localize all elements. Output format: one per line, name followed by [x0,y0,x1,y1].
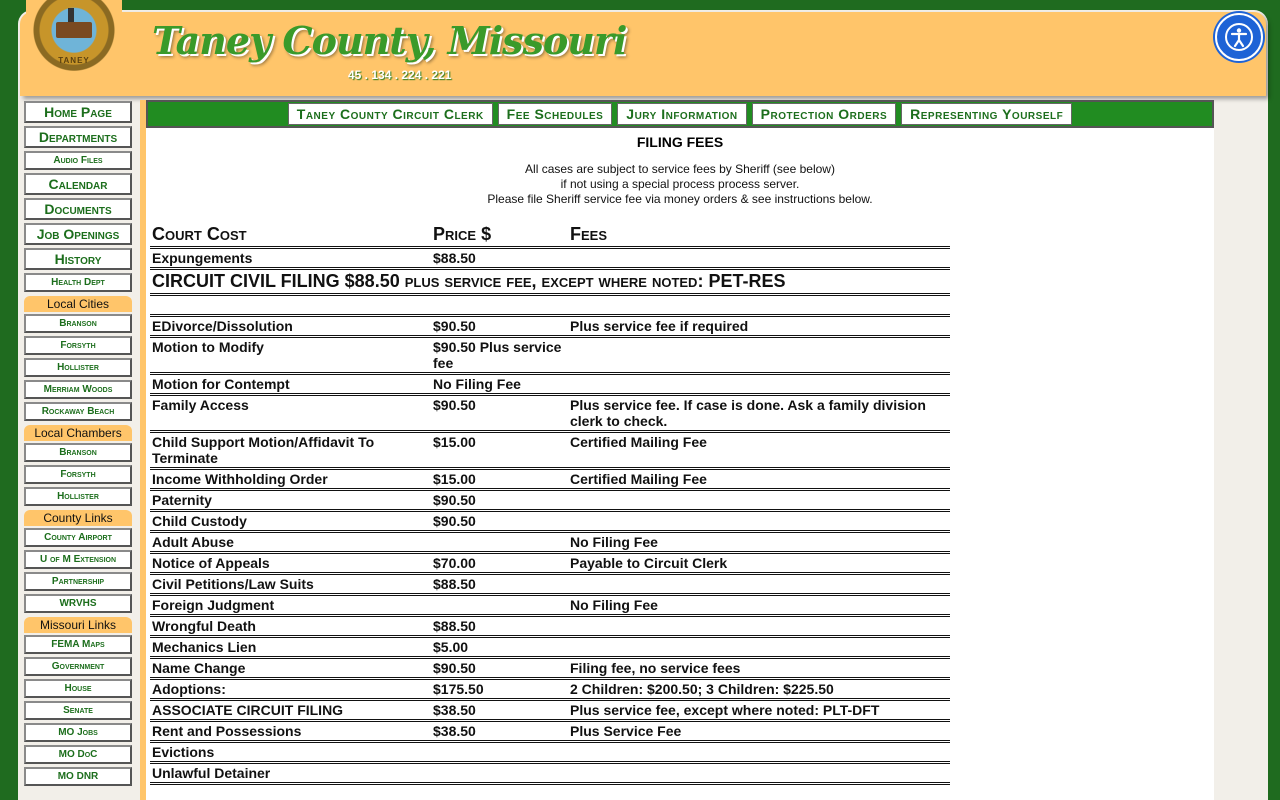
table-row [150,595,950,616]
sidebar-fema-maps[interactable]: FEMA Maps [24,635,132,654]
price-cell: $175.50 [431,679,568,700]
accessibility-button[interactable] [1215,13,1263,61]
court-cost-cell: Income Withholding Order [150,469,431,490]
fees-cell: Certified Mailing Fee [568,432,950,469]
price-cell: $38.50 [431,700,568,721]
fees-cell: Plus service fee. If case is done. Ask a family division clerk to check. [568,395,950,432]
sidebar-city-hollister[interactable]: Hollister [24,358,132,377]
fees-cell: Plus Service Fee [568,721,950,742]
main-content [146,100,1214,800]
sidebar-mo-jobs[interactable]: MO Jobs [24,723,132,742]
price-cell: $90.50 [431,658,568,679]
price-cell: $15.00 [431,469,568,490]
price-cell: $90.50 [431,490,568,511]
header-fees: Fees [568,222,950,248]
table-row [150,374,950,395]
court-cost-cell: Child Custody [150,511,431,532]
price-cell: $38.50 [431,721,568,742]
court-cost-cell: EDivorce/Dissolution [150,316,431,337]
sidebar-chamber-forsyth[interactable]: Forsyth [24,465,132,484]
page-title: FILING FEES [636,134,724,150]
table-row [150,679,950,700]
price-cell [431,595,568,616]
note-line: Please file Sheriff service fee via money orders & see instructions below. [487,192,873,206]
sidebar-county-airport[interactable]: County Airport [24,528,132,547]
sidebar-city-rockaway-beach[interactable]: Rockaway Beach [24,402,132,421]
price-cell: $70.00 [431,553,568,574]
seal-steamboat [56,22,92,38]
sidebar-u-of-m-extension[interactable]: U of M Extension [24,550,132,569]
service-fee-note [146,162,1214,207]
sidebar-house[interactable]: House [24,679,132,698]
fees-cell: No Filing Fee [568,595,950,616]
fees-cell: 2 Children: $200.50; 3 Children: $225.50 [568,679,950,700]
table-row [150,637,950,658]
table-row [150,316,950,337]
sidebar-wrvhs[interactable]: WRVHS [24,594,132,613]
missouri-links-heading: Missouri Links [24,617,132,633]
sidebar-senate[interactable]: Senate [24,701,132,720]
price-cell: $5.00 [431,637,568,658]
price-cell [431,763,568,784]
court-cost-cell: Civil Petitions/Law Suits [150,574,431,595]
sidebar-departments[interactable]: Departments [24,126,132,148]
table-row [150,616,950,637]
fees-cell [568,374,950,395]
header-court-cost: Court Cost [150,222,431,248]
county-seal-logo[interactable] [26,0,122,72]
table-row [150,574,950,595]
local-cities-heading: Local Cities [24,296,132,312]
table-row [150,553,950,574]
sidebar [24,101,134,789]
local-chambers-heading: Local Chambers [24,425,132,441]
court-cost-cell: Wrongful Death [150,616,431,637]
court-cost-cell: Expungements [150,248,431,269]
fees-cell [568,248,950,269]
sidebar-mo-dnr[interactable]: MO DNR [24,767,132,786]
table-row [150,469,950,490]
fees-cell [568,511,950,532]
fees-cell: Certified Mailing Fee [568,469,950,490]
price-cell: $90.50 Plus service fee [431,337,568,374]
sidebar-government[interactable]: Government [24,657,132,676]
court-cost-cell: Child Support Motion/Affidavit To Terminate [150,432,431,469]
county-links-heading: County Links [24,510,132,526]
note-line: All cases are subject to service fees by Sheriff (see below) [525,162,835,176]
section-lead: CIRCUIT CIVIL FILING $88.50 [152,271,400,291]
fees-cell [568,742,950,763]
section-header-cell [150,269,950,295]
table-row [150,742,950,763]
fees-cell [568,637,950,658]
sidebar-chamber-hollister[interactable]: Hollister [24,487,132,506]
price-cell: $15.00 [431,432,568,469]
price-cell: $88.50 [431,248,568,269]
table-row [150,511,950,532]
price-cell: $90.50 [431,511,568,532]
court-cost-cell: Motion to Modify [150,337,431,374]
tab-fee-schedules[interactable]: Fee Schedules [498,103,613,125]
note-line: if not using a special process process server. [560,177,800,191]
filing-fees-table [150,222,950,785]
price-cell [431,742,568,763]
sidebar-city-merriam-woods[interactable]: Merriam Woods [24,380,132,399]
tab-jury-information[interactable]: Jury Information [617,103,746,125]
sidebar-calendar[interactable]: Calendar [24,173,132,195]
sidebar-home-page[interactable]: Home Page [24,101,132,123]
header-price: Price $ [431,222,568,248]
court-cost-cell: Paternity [150,490,431,511]
court-cost-cell: Rent and Possessions [150,721,431,742]
court-cost-cell: Mechanics Lien [150,637,431,658]
top-navigation [146,100,1214,128]
fees-cell: No Filing Fee [568,532,950,553]
tab-representing-yourself[interactable]: Representing Yourself [901,103,1072,125]
sidebar-health-dept[interactable]: Health Dept [24,273,132,292]
table-header-row [150,222,950,248]
seal-text: TANEY [58,56,90,65]
court-cost-cell: Evictions [150,742,431,763]
fees-cell [568,574,950,595]
sidebar-city-branson[interactable]: Branson [24,314,132,333]
accessibility-icon [1224,22,1254,52]
price-cell: $88.50 [431,616,568,637]
court-cost-cell: Unlawful Detainer [150,763,431,784]
court-cost-cell: Name Change [150,658,431,679]
table-row [150,395,950,432]
court-cost-cell: Adult Abuse [150,532,431,553]
fees-cell [568,616,950,637]
price-cell: $88.50 [431,574,568,595]
court-cost-cell: Family Access [150,395,431,432]
table-row [150,248,950,269]
spacer-row [150,295,950,316]
section-middle: plus service fee, except where noted: [404,271,704,291]
fees-cell [568,763,950,784]
fees-cell: Plus service fee, except where noted: PLT-DFT [568,700,950,721]
price-cell [431,532,568,553]
table-row [150,721,950,742]
court-cost-cell: ASSOCIATE CIRCUIT FILING [150,700,431,721]
site-title: Taney County, Missouri [152,18,627,63]
sidebar-mo-doc[interactable]: MO DoC [24,745,132,764]
section-tail: PET-RES [708,271,786,291]
sidebar-chamber-branson[interactable]: Branson [24,443,132,462]
fees-cell [568,490,950,511]
tab-circuit-clerk[interactable]: Taney County Circuit Clerk [288,103,493,125]
table-row [150,532,950,553]
court-cost-cell: Foreign Judgment [150,595,431,616]
tab-protection-orders[interactable]: Protection Orders [752,103,897,125]
price-cell: $90.50 [431,395,568,432]
sidebar-documents[interactable]: Documents [24,198,132,220]
table-row [150,763,950,784]
fees-cell [568,337,950,374]
court-cost-cell: Adoptions: [150,679,431,700]
sidebar-city-forsyth[interactable]: Forsyth [24,336,132,355]
spacer-cell [150,295,950,316]
sidebar-audio-files[interactable]: Audio Files [24,151,132,170]
court-cost-cell: Notice of Appeals [150,553,431,574]
fees-cell: Filing fee, no service fees [568,658,950,679]
table-row [150,658,950,679]
sidebar-partnership[interactable]: Partnership [24,572,132,591]
section-header-row [150,269,950,295]
price-cell: $90.50 [431,316,568,337]
site-ip-subtitle: 45 . 134 . 224 . 221 [348,68,452,82]
table-row [150,337,950,374]
fees-cell: Plus service fee if required [568,316,950,337]
table-row [150,490,950,511]
table-row [150,700,950,721]
price-cell: No Filing Fee [431,374,568,395]
sidebar-history[interactable]: History [24,248,132,270]
sidebar-job-openings[interactable]: Job Openings [24,223,132,245]
court-cost-cell: Motion for Contempt [150,374,431,395]
fees-cell: Payable to Circuit Clerk [568,553,950,574]
table-row [150,432,950,469]
